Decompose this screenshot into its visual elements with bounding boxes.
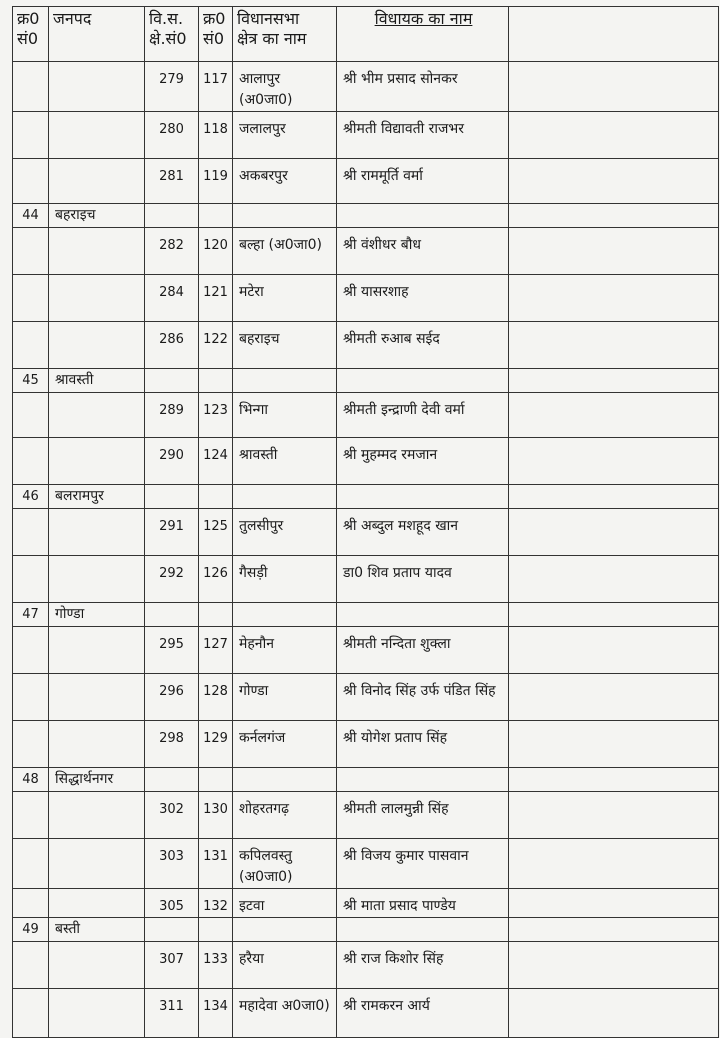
serial-cell xyxy=(13,438,49,485)
vs-number: 289 xyxy=(145,393,199,438)
serial-cell xyxy=(13,159,49,204)
mla-name: श्री वंशीधर बौध xyxy=(337,228,509,275)
constituency-cell xyxy=(233,674,337,721)
empty-cell xyxy=(337,768,509,792)
district-row xyxy=(13,369,719,393)
blank-cell xyxy=(509,627,719,674)
kr-number: 130 xyxy=(199,792,233,839)
empty-cell xyxy=(199,918,233,942)
mla-name: श्रीमती इन्द्राणी देवी वर्मा xyxy=(337,393,509,438)
serial-cell xyxy=(13,989,49,1038)
constituency-name: इटवा xyxy=(239,898,265,914)
constituency-name: कपिलवस्तु xyxy=(239,848,293,864)
district-serial: 49 xyxy=(13,918,49,942)
vs-number: 292 xyxy=(145,556,199,603)
serial-cell xyxy=(13,275,49,322)
table-row xyxy=(13,438,719,485)
table-row xyxy=(13,942,719,989)
district-cell xyxy=(49,556,145,603)
blank-cell xyxy=(509,322,719,369)
table-row xyxy=(13,721,719,768)
empty-cell xyxy=(233,918,337,942)
empty-cell xyxy=(509,603,719,627)
empty-cell xyxy=(337,918,509,942)
blank-cell xyxy=(509,889,719,918)
serial-cell xyxy=(13,62,49,112)
mla-table xyxy=(12,6,719,1038)
district-cell xyxy=(49,112,145,159)
empty-cell xyxy=(509,768,719,792)
constituency-cell xyxy=(233,627,337,674)
header-district: जनपद xyxy=(49,7,145,62)
empty-cell xyxy=(337,485,509,509)
kr-number: 117 xyxy=(199,62,233,112)
constituency-name: मेहनौन xyxy=(239,636,274,652)
kr-number: 133 xyxy=(199,942,233,989)
serial-cell xyxy=(13,674,49,721)
blank-cell xyxy=(509,112,719,159)
district-cell xyxy=(49,159,145,204)
header-blank xyxy=(509,7,719,62)
constituency-cell xyxy=(233,438,337,485)
empty-cell xyxy=(145,485,199,509)
district-row xyxy=(13,768,719,792)
vs-number: 302 xyxy=(145,792,199,839)
header-row xyxy=(13,7,719,62)
serial-cell xyxy=(13,322,49,369)
blank-cell xyxy=(509,792,719,839)
table-row xyxy=(13,839,719,889)
blank-cell xyxy=(509,721,719,768)
empty-cell xyxy=(199,369,233,393)
vs-number: 284 xyxy=(145,275,199,322)
empty-cell xyxy=(337,369,509,393)
kr-number: 126 xyxy=(199,556,233,603)
header-vs-number: वि.स. क्षे.सं0 xyxy=(145,7,199,62)
blank-cell xyxy=(509,839,719,889)
blank-cell xyxy=(509,556,719,603)
district-name: सिद्धार्थनगर xyxy=(49,768,145,792)
district-cell xyxy=(49,438,145,485)
table-row xyxy=(13,62,719,112)
constituency-name: बल्हा (अ0जा0) xyxy=(239,237,322,253)
constituency-cell xyxy=(233,228,337,275)
vs-number: 303 xyxy=(145,839,199,889)
district-cell xyxy=(49,989,145,1038)
header-constituency: विधानसभा क्षेत्र का नाम xyxy=(233,7,337,62)
district-name: गोण्डा xyxy=(49,603,145,627)
district-name: बहराइच xyxy=(49,204,145,228)
kr-number: 120 xyxy=(199,228,233,275)
empty-cell xyxy=(199,485,233,509)
header-mla-name: विधायक का नाम xyxy=(337,7,509,62)
kr-number: 119 xyxy=(199,159,233,204)
blank-cell xyxy=(509,62,719,112)
constituency-name: कर्नलगंज xyxy=(239,730,286,746)
constituency-name: जलालपुर xyxy=(239,121,286,137)
serial-cell xyxy=(13,889,49,918)
district-row xyxy=(13,485,719,509)
district-cell xyxy=(49,275,145,322)
empty-cell xyxy=(233,768,337,792)
district-cell xyxy=(49,509,145,556)
blank-cell xyxy=(509,942,719,989)
serial-cell xyxy=(13,509,49,556)
mla-name: श्री अब्दुल मशहूद खान xyxy=(337,509,509,556)
blank-cell xyxy=(509,438,719,485)
constituency-name: महादेवा अ0जा0) xyxy=(239,998,330,1014)
district-cell xyxy=(49,627,145,674)
constituency-name: मटेरा xyxy=(239,284,264,300)
vs-number: 311 xyxy=(145,989,199,1038)
mla-name: डा0 शिव प्रताप यादव xyxy=(337,556,509,603)
mla-name: श्रीमती लालमुन्नी सिंह xyxy=(337,792,509,839)
district-serial: 48 xyxy=(13,768,49,792)
table-row xyxy=(13,322,719,369)
constituency-cell xyxy=(233,322,337,369)
vs-number: 296 xyxy=(145,674,199,721)
constituency-cell xyxy=(233,889,337,918)
serial-cell xyxy=(13,228,49,275)
constituency-cell xyxy=(233,721,337,768)
kr-number: 134 xyxy=(199,989,233,1038)
constituency-note: (अ0जा0) xyxy=(239,869,293,885)
mla-name: श्री यासरशाह xyxy=(337,275,509,322)
mla-name: श्री राममूर्ति वर्मा xyxy=(337,159,509,204)
table-row xyxy=(13,228,719,275)
district-cell xyxy=(49,228,145,275)
mla-name: श्री मुहम्मद रमजान xyxy=(337,438,509,485)
constituency-name: गैसड़ी xyxy=(239,565,268,581)
constituency-name: अकबरपुर xyxy=(239,168,288,184)
mla-name: श्री भीम प्रसाद सोनकर xyxy=(337,62,509,112)
kr-number: 123 xyxy=(199,393,233,438)
empty-cell xyxy=(233,485,337,509)
district-name: श्रावस्ती xyxy=(49,369,145,393)
mla-name: श्री विनोद सिंह उर्फ पंडित सिंह xyxy=(337,674,509,721)
mla-name: श्री रामकरन आर्य xyxy=(337,989,509,1038)
constituency-cell xyxy=(233,275,337,322)
blank-cell xyxy=(509,228,719,275)
empty-cell xyxy=(199,204,233,228)
constituency-cell xyxy=(233,159,337,204)
constituency-name: बहराइच xyxy=(239,331,280,347)
blank-cell xyxy=(509,989,719,1038)
district-serial: 47 xyxy=(13,603,49,627)
table-row xyxy=(13,509,719,556)
constituency-cell xyxy=(233,792,337,839)
district-name: बस्ती xyxy=(49,918,145,942)
constituency-cell xyxy=(233,989,337,1038)
header-serial: क्र0 सं0 xyxy=(13,7,49,62)
serial-cell xyxy=(13,721,49,768)
vs-number: 305 xyxy=(145,889,199,918)
serial-cell xyxy=(13,627,49,674)
table-row xyxy=(13,989,719,1038)
serial-cell xyxy=(13,556,49,603)
constituency-name: श्रावस्ती xyxy=(239,447,278,463)
empty-cell xyxy=(199,768,233,792)
district-row xyxy=(13,603,719,627)
empty-cell xyxy=(145,603,199,627)
blank-cell xyxy=(509,159,719,204)
constituency-cell xyxy=(233,62,337,112)
mla-name: श्रीमती विद्यावती राजभर xyxy=(337,112,509,159)
vs-number: 291 xyxy=(145,509,199,556)
vs-number: 279 xyxy=(145,62,199,112)
vs-number: 282 xyxy=(145,228,199,275)
kr-number: 127 xyxy=(199,627,233,674)
table-row xyxy=(13,674,719,721)
district-cell xyxy=(49,674,145,721)
empty-cell xyxy=(509,369,719,393)
kr-number: 132 xyxy=(199,889,233,918)
district-row xyxy=(13,204,719,228)
constituency-name: भिन्गा xyxy=(239,402,269,418)
constituency-name: हरैया xyxy=(239,951,264,967)
empty-cell xyxy=(199,603,233,627)
constituency-name: शोहरतगढ़ xyxy=(239,801,290,817)
constituency-cell xyxy=(233,942,337,989)
constituency-note: (अ0जा0) xyxy=(239,92,293,108)
constituency-name: तुलसीपुर xyxy=(239,518,284,534)
mla-name: श्री माता प्रसाद पाण्डेय xyxy=(337,889,509,918)
constituency-cell xyxy=(233,556,337,603)
mla-name: श्री राज किशोर सिंह xyxy=(337,942,509,989)
kr-number: 124 xyxy=(199,438,233,485)
constituency-name: आलापुर xyxy=(239,71,281,87)
district-serial: 45 xyxy=(13,369,49,393)
kr-number: 131 xyxy=(199,839,233,889)
district-cell xyxy=(49,62,145,112)
district-cell xyxy=(49,942,145,989)
blank-cell xyxy=(509,275,719,322)
kr-number: 118 xyxy=(199,112,233,159)
empty-cell xyxy=(145,918,199,942)
kr-number: 128 xyxy=(199,674,233,721)
serial-cell xyxy=(13,792,49,839)
serial-cell xyxy=(13,393,49,438)
blank-cell xyxy=(509,509,719,556)
mla-name: श्रीमती नन्दिता शुक्ला xyxy=(337,627,509,674)
empty-cell xyxy=(337,204,509,228)
mla-name: श्री विजय कुमार पासवान xyxy=(337,839,509,889)
vs-number: 290 xyxy=(145,438,199,485)
vs-number: 298 xyxy=(145,721,199,768)
table-row xyxy=(13,627,719,674)
district-serial: 44 xyxy=(13,204,49,228)
kr-number: 129 xyxy=(199,721,233,768)
district-cell xyxy=(49,721,145,768)
header-kr-number: क्र0 सं0 xyxy=(199,7,233,62)
district-name: बलरामपुर xyxy=(49,485,145,509)
table-row xyxy=(13,393,719,438)
blank-cell xyxy=(509,393,719,438)
empty-cell xyxy=(509,918,719,942)
district-row xyxy=(13,918,719,942)
vs-number: 295 xyxy=(145,627,199,674)
empty-cell xyxy=(145,204,199,228)
empty-cell xyxy=(233,603,337,627)
empty-cell xyxy=(337,603,509,627)
kr-number: 125 xyxy=(199,509,233,556)
table-row xyxy=(13,889,719,918)
constituency-cell xyxy=(233,839,337,889)
table-row xyxy=(13,112,719,159)
table-row xyxy=(13,159,719,204)
serial-cell xyxy=(13,112,49,159)
table-row xyxy=(13,556,719,603)
kr-number: 121 xyxy=(199,275,233,322)
empty-cell xyxy=(233,369,337,393)
table-row xyxy=(13,275,719,322)
serial-cell xyxy=(13,942,49,989)
table-row xyxy=(13,792,719,839)
empty-cell xyxy=(509,204,719,228)
mla-name: श्रीमती रुआब सईद xyxy=(337,322,509,369)
empty-cell xyxy=(145,768,199,792)
empty-cell xyxy=(233,204,337,228)
vs-number: 286 xyxy=(145,322,199,369)
constituency-cell xyxy=(233,112,337,159)
district-cell xyxy=(49,889,145,918)
serial-cell xyxy=(13,839,49,889)
empty-cell xyxy=(509,485,719,509)
district-cell xyxy=(49,393,145,438)
blank-cell xyxy=(509,674,719,721)
kr-number: 122 xyxy=(199,322,233,369)
constituency-name: गोण्डा xyxy=(239,683,269,699)
vs-number: 281 xyxy=(145,159,199,204)
district-cell xyxy=(49,839,145,889)
empty-cell xyxy=(145,369,199,393)
district-serial: 46 xyxy=(13,485,49,509)
vs-number: 307 xyxy=(145,942,199,989)
mla-name: श्री योगेश प्रताप सिंह xyxy=(337,721,509,768)
constituency-cell xyxy=(233,509,337,556)
vs-number: 280 xyxy=(145,112,199,159)
district-cell xyxy=(49,322,145,369)
constituency-cell xyxy=(233,393,337,438)
district-cell xyxy=(49,792,145,839)
